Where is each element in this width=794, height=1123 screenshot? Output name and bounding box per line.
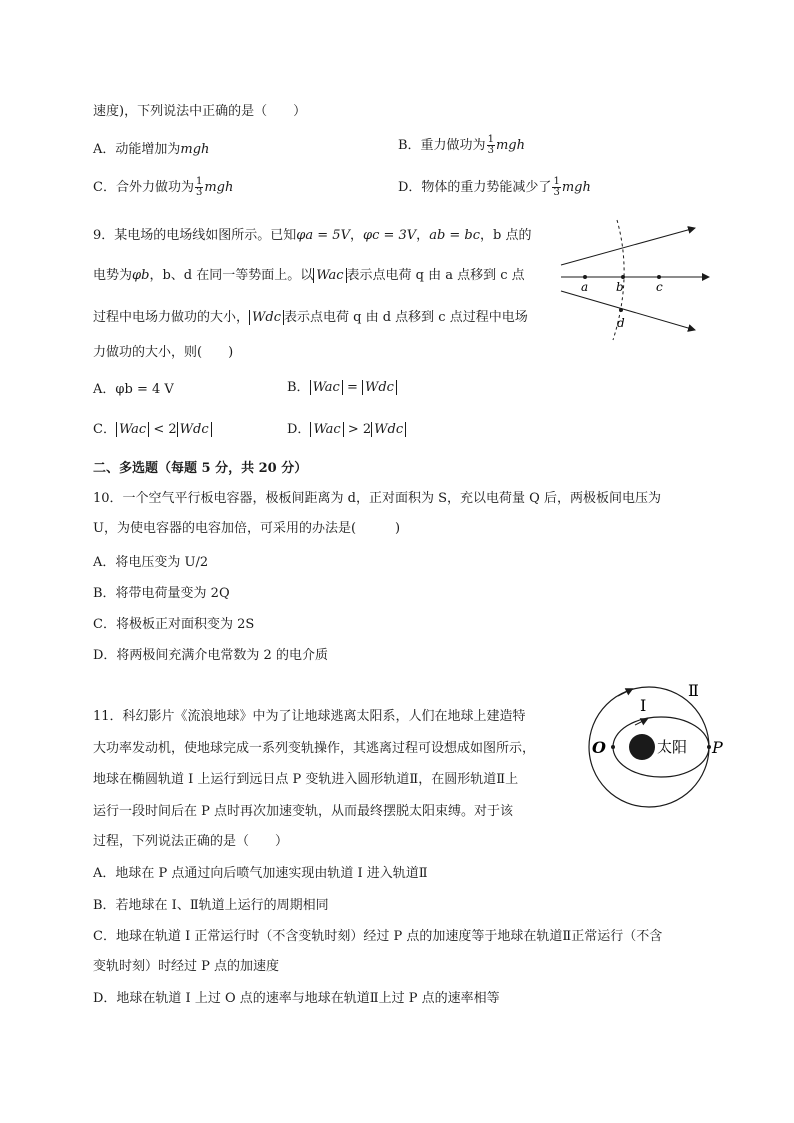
q11-line4: 运行一段时间后在 P 点时再次加速变轨，从而最终摆脱太阳束缚。对于该 <box>93 804 514 819</box>
q10-option-c[interactable]: C．将极板正对面积变为 2S <box>93 617 255 632</box>
q11-line5: 过程，下列说法正确的是（ ） <box>93 834 289 849</box>
fraction: $\frac{1}{3}$ <box>553 176 560 198</box>
label-sun: 太阳 <box>657 738 688 756</box>
q11-option-d[interactable]: D．地球在轨道 I 上过 O 点的速率与地球在轨道Ⅱ上过 P 点的速率相等 <box>93 991 500 1006</box>
label-P: P <box>712 738 723 757</box>
point-d <box>619 308 623 312</box>
q9-option-d[interactable]: D． Wac > 2 Wdc <box>287 418 406 437</box>
q10-line1: 10．一个空气平行板电容器，极板间距离为 d，正对面积为 S，充以电荷量 Q 后，两极板间电压为 <box>93 491 661 506</box>
point-a <box>583 275 587 279</box>
fraction: $\frac{1}{3}$ <box>195 176 203 198</box>
q8-option-a[interactable]: A．动能增加为mgh <box>93 142 210 157</box>
point-O <box>611 745 615 749</box>
label-II: Ⅱ <box>688 681 699 700</box>
label-b: b <box>616 280 624 294</box>
point-c <box>657 275 661 279</box>
electric-field-diagram <box>555 215 715 345</box>
q9-line1: 9．某电场的电场线如图所示。已知φa = 5V，φc = 3V，ab = bc，b 点的 <box>93 228 532 243</box>
label-I: I <box>640 696 647 715</box>
q11-option-c[interactable]: C．地球在轨道 I 正常运行时（不含变轨时刻）经过 P 点的加速度等于地球在轨道Ⅱ正常运行（不含 <box>93 929 663 944</box>
q11-line3: 地球在椭圆轨道 I 上运行到远日点 P 变轨进入圆形轨道Ⅱ，在圆形轨道Ⅱ上 <box>93 772 519 787</box>
fraction: $\frac{1}{3}$ <box>487 134 494 156</box>
point-P <box>707 745 711 749</box>
q11-option-a[interactable]: A．地球在 P 点通过向后喷气加速实现由轨道 I 进入轨道Ⅱ <box>93 866 428 881</box>
q9-option-b[interactable]: B． Wac = Wdc <box>287 376 397 395</box>
q11-line2: 大功率发动机，使地球完成一系列变轨操作，其逃离过程可设想成如图所示， <box>93 741 536 756</box>
q9-line2: 电势为φb，b、d 在同一等势面上。以 Wac 表示点电荷 q 由 a 点移到 c 点 <box>93 268 525 283</box>
q10-option-a[interactable]: A．将电压变为 U/2 <box>93 555 209 570</box>
q8-option-b[interactable]: B．重力做功为 $\frac{1}{3}$ mgh <box>398 134 525 156</box>
q9-line3: 过程中电场力做功的大小， Wdc 表示点电荷 q 由 d 点移到 c 点过程中电场 <box>93 310 528 325</box>
q10-option-d[interactable]: D．将两极间充满介电常数为 2 的电介质 <box>93 648 328 663</box>
q9-option-c[interactable]: C． Wac < 2 Wdc <box>93 418 212 437</box>
arrow-orbit-II <box>618 690 630 696</box>
q11-option-b[interactable]: B．若地球在 I、Ⅱ轨道上运行的周期相同 <box>93 898 329 913</box>
q9-line4: 力做功的大小，则( ) <box>93 345 234 360</box>
label-a: a <box>581 280 589 294</box>
q10-option-b[interactable]: B．将带电荷量变为 2Q <box>93 586 230 601</box>
q10-line2: U，为使电容器的电容加倍，可采用的办法是( ) <box>93 521 401 536</box>
label-c: c <box>656 280 663 294</box>
q9-option-a[interactable]: A．φb = 4 V <box>93 382 174 397</box>
q11-option-c-cont: 变轨时刻）时经过 P 点的加速度 <box>93 959 280 974</box>
orbit-diagram <box>588 672 738 822</box>
q8-option-c[interactable]: C．合外力做功为 $\frac{1}{3}$ mgh <box>93 176 234 198</box>
point-b <box>621 275 625 279</box>
q11-line1: 11．科幻影片《流浪地球》中为了让地球逃离太阳系，人们在地球上建造特 <box>93 709 526 724</box>
section-title: 二、多选题（每题 5 分，共 20 分） <box>93 461 308 476</box>
label-O: O <box>592 738 606 757</box>
field-line-top <box>561 228 695 265</box>
sun <box>629 734 655 760</box>
label-d: d <box>617 316 625 330</box>
q8-option-d[interactable]: D．物体的重力势能减少了 $\frac{1}{3}$ mgh <box>398 176 591 198</box>
field-line-bottom <box>561 291 695 330</box>
q8-stem-tail: 速度)，下列说法中正确的是（ ） <box>93 104 307 119</box>
